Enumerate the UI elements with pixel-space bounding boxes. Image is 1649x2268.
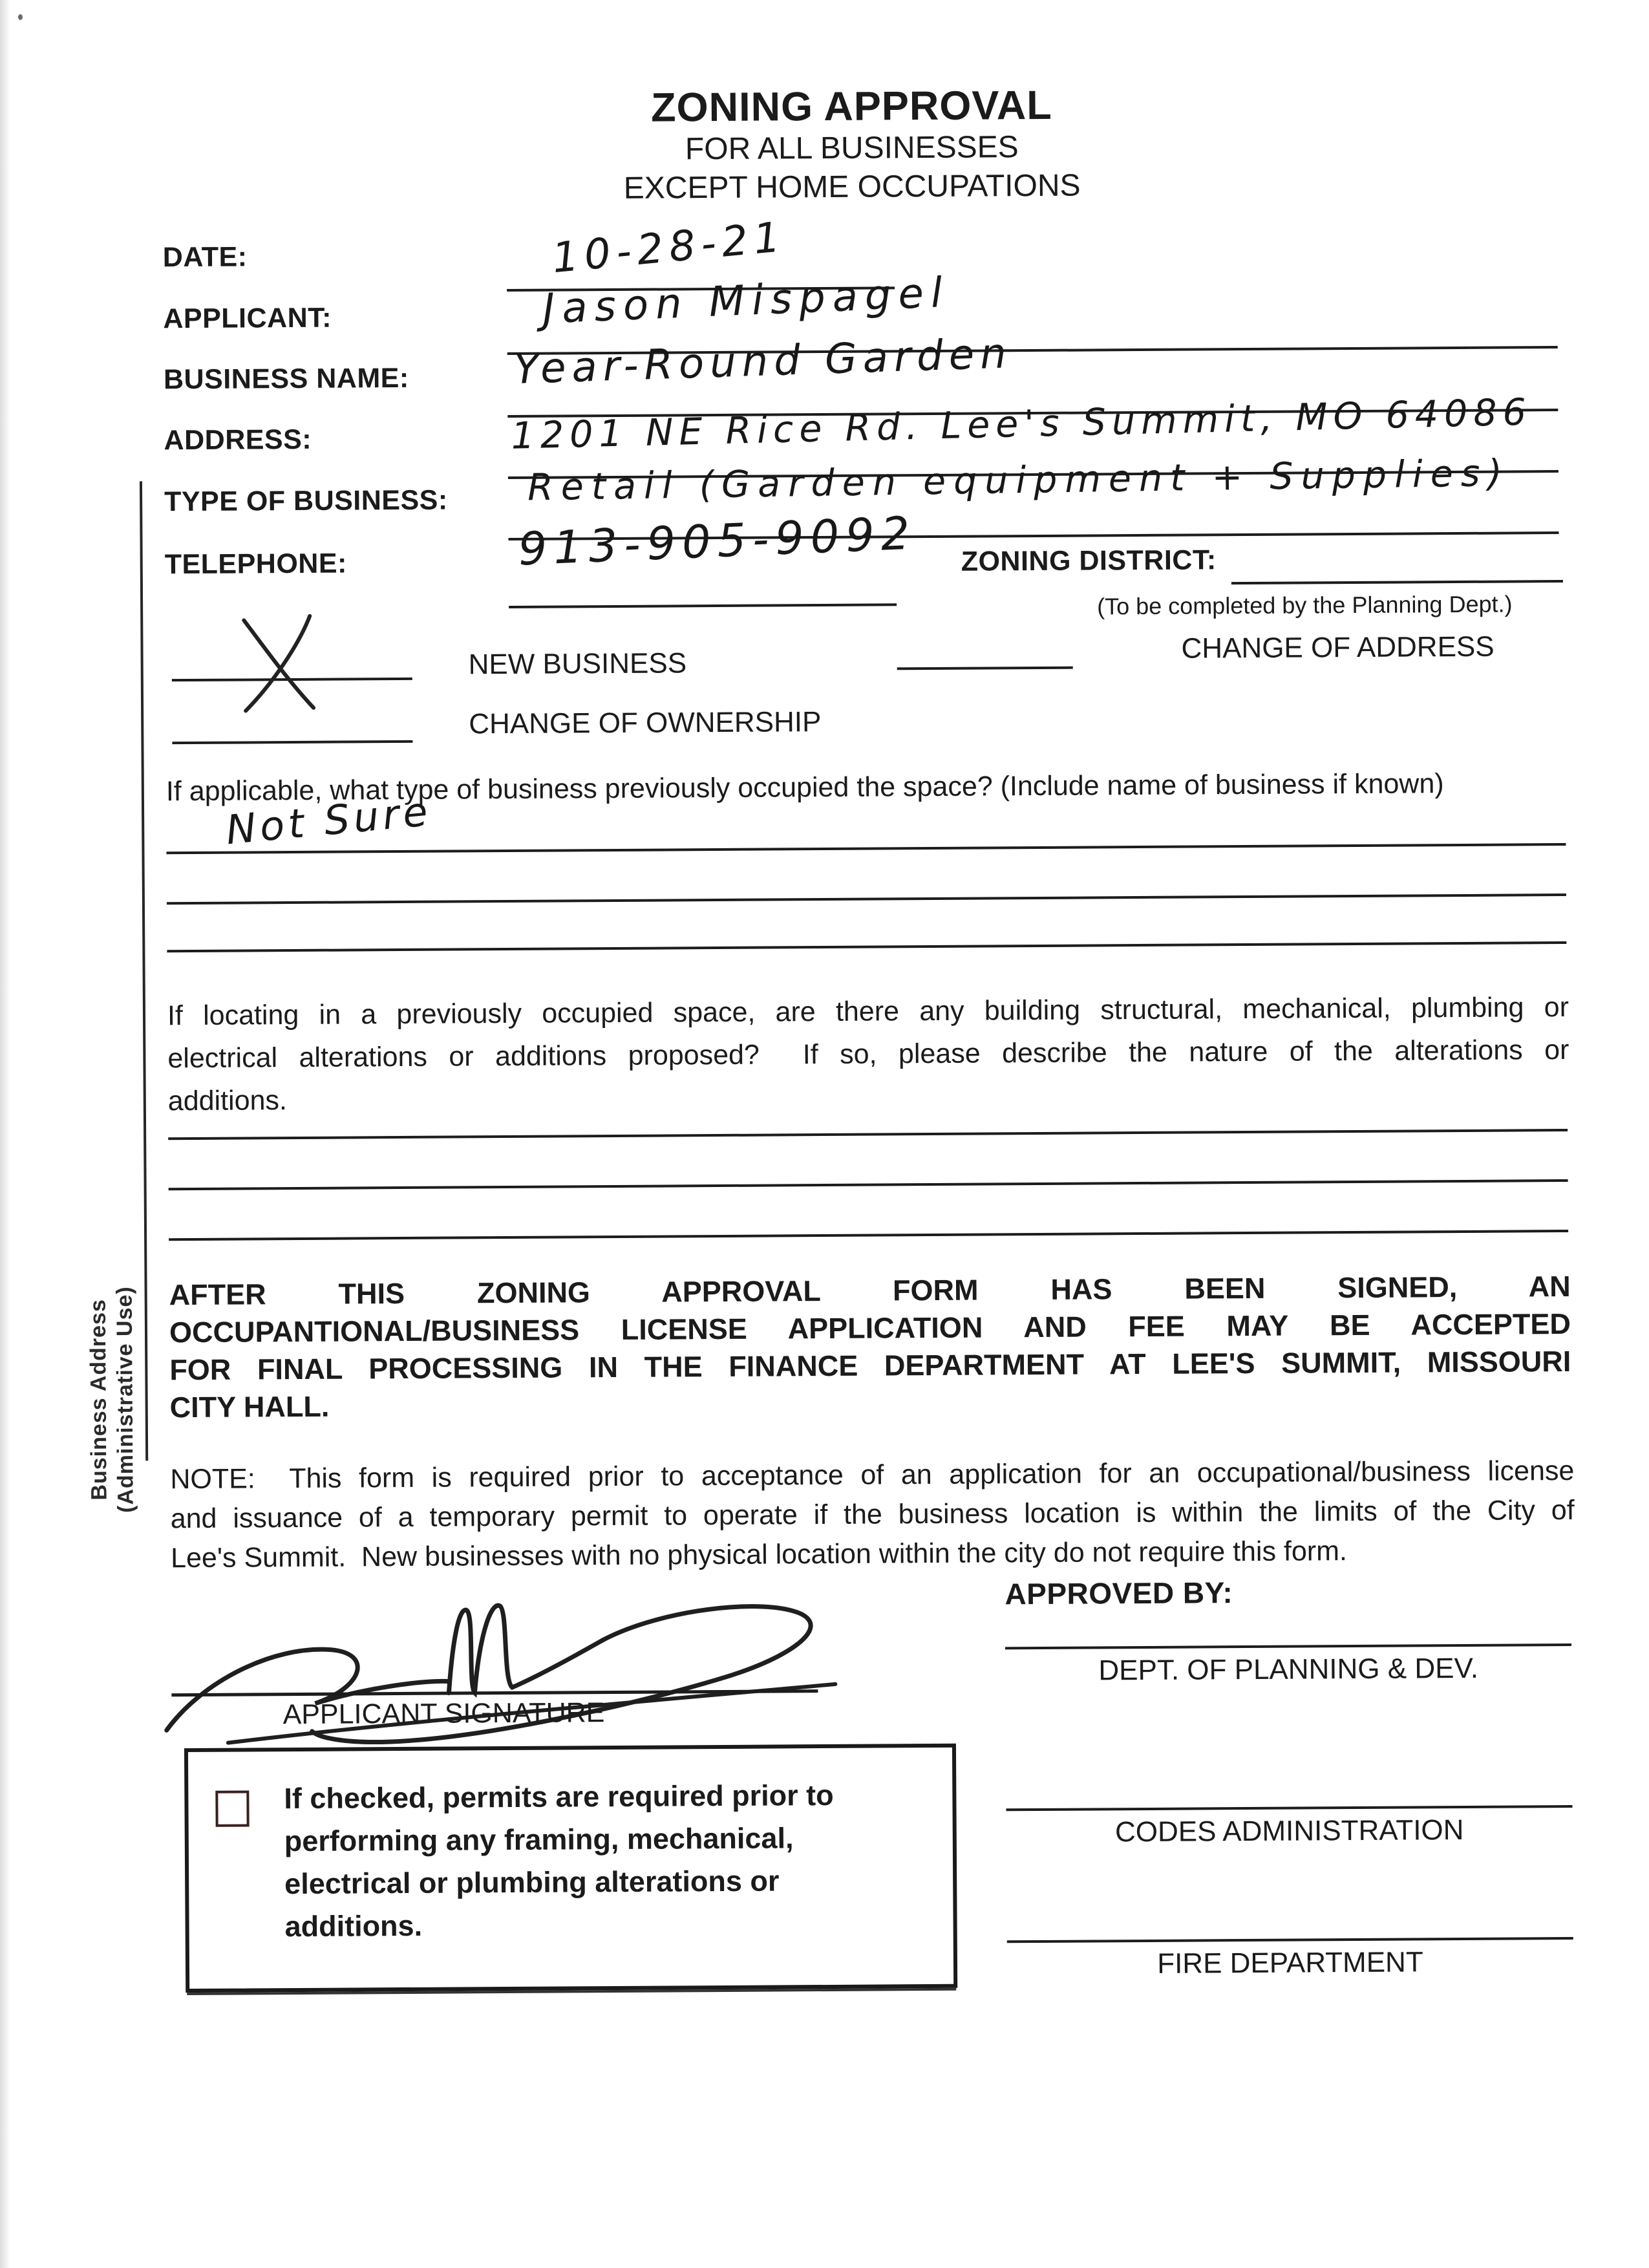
alterations-line-3 bbox=[169, 1230, 1568, 1241]
alterations-line-1 bbox=[168, 1129, 1568, 1140]
note-paragraph bbox=[170, 1451, 1575, 1578]
answer-line-2 bbox=[167, 893, 1566, 904]
permits-required-text bbox=[284, 1773, 931, 1948]
change-of-address-label: CHANGE OF ADDRESS bbox=[1181, 630, 1495, 665]
zoning-district-line bbox=[1231, 580, 1563, 584]
type-of-business-handwritten-value: Retail (Garden equipment + Supplies) bbox=[527, 451, 1511, 509]
telephone-label: TELEPHONE: bbox=[164, 548, 348, 581]
answer-line-3 bbox=[167, 941, 1566, 952]
telephone-handwritten-value: 913-905-9092 bbox=[517, 506, 917, 576]
signed-notice-line-3: FOR FINAL PROCESSING IN THE FINANCE DEPARTMENT AT LEE'S SUMMIT, MISSOURI bbox=[169, 1344, 1571, 1387]
applicant-handwritten-value: Jason Mispagel bbox=[542, 268, 950, 334]
fire-dept-line bbox=[1007, 1937, 1573, 1943]
telephone-line bbox=[509, 603, 897, 608]
admin-use-vertical-label-line-2: (Administrative Use) bbox=[112, 1286, 138, 1514]
x-mark bbox=[226, 612, 336, 716]
permits-required-text-line-4: additions. bbox=[284, 1909, 423, 1943]
previous-business-question: If applicable, what type of business previously occupied the space? (Include name of business if known) bbox=[165, 768, 1444, 808]
note-line-3: Lee's Summit. New businesses with no physical location within the city do not require this form. bbox=[170, 1535, 1348, 1574]
date-label: DATE: bbox=[162, 241, 248, 273]
change-of-ownership-label: CHANGE OF OWNERSHIP bbox=[469, 706, 822, 740]
zoning-district-note: (To be completed by the Planning Dept.) bbox=[1097, 590, 1513, 620]
applicant-label: APPLICANT: bbox=[163, 302, 332, 335]
business-name-label: BUSINESS NAME: bbox=[163, 362, 409, 396]
signed-notice-line-1: AFTER THIS ZONING APPROVAL FORM HAS BEEN SIGNED, AN bbox=[169, 1269, 1571, 1312]
admin-use-vertical-label bbox=[85, 1259, 140, 1539]
signed-notice-line-2: OCCUPANTIONAL/BUSINESS LICENSE APPLICATION AND FEE MAY BE ACCEPTED bbox=[169, 1307, 1571, 1349]
answer-line-1 bbox=[166, 843, 1566, 854]
codes-admin-label: CODES ADMINISTRATION bbox=[1114, 1813, 1464, 1848]
form-header bbox=[334, 81, 1369, 210]
address-label: ADDRESS: bbox=[164, 423, 312, 456]
dept-planning-label: DEPT. OF PLANNING & DEV. bbox=[1098, 1652, 1479, 1687]
permits-required-text-line-1: If checked, permits are required prior to bbox=[284, 1778, 834, 1815]
permits-required-text-line-3: electrical or plumbing alterations or bbox=[284, 1864, 780, 1901]
applicant-signature-label: APPLICANT SIGNATURE bbox=[282, 1697, 605, 1731]
date-handwritten-value: 10-28-21 bbox=[550, 213, 788, 283]
change-of-address-line bbox=[897, 667, 1073, 670]
fire-dept-label: FIRE DEPARTMENT bbox=[1157, 1946, 1423, 1980]
change-of-ownership-line bbox=[172, 740, 412, 744]
alterations-question-line-1: If locating in a previously occupied space, are there any building structural, mechanical, plumbing or bbox=[167, 991, 1569, 1032]
previous-business-handwritten-answer: Not Sure bbox=[224, 787, 434, 854]
signed-notice-line-4: CITY HALL. bbox=[169, 1389, 330, 1424]
zoning-district-label: ZONING DISTRICT: bbox=[961, 544, 1217, 577]
alterations-question-line-3: additions. bbox=[167, 1085, 288, 1117]
left-margin-rule bbox=[140, 481, 148, 1460]
alterations-question-line-2: electrical alterations or additions proposed? If so, please describe the nature of the alterations or bbox=[167, 1034, 1569, 1075]
page-subtitle-2: EXCEPT HOME OCCUPATIONS bbox=[623, 168, 1081, 206]
business-name-handwritten-value: Year-Round Garden bbox=[513, 330, 1013, 394]
alterations-question bbox=[167, 986, 1569, 1122]
type-of-business-label: TYPE OF BUSINESS: bbox=[164, 484, 448, 518]
approved-by-heading: APPROVED BY: bbox=[1005, 1576, 1233, 1611]
page-title: ZONING APPROVAL bbox=[650, 82, 1052, 131]
permits-required-box bbox=[184, 1744, 957, 1993]
new-business-label: NEW BUSINESS bbox=[468, 647, 687, 681]
note-line-1: NOTE: This form is required prior to acceptance of an application for an occupational/business license bbox=[170, 1455, 1575, 1495]
alterations-line-2 bbox=[169, 1179, 1568, 1190]
page-subtitle-1: FOR ALL BUSINESSES bbox=[685, 130, 1019, 167]
address-handwritten-value: 1201 NE Rice Rd. Lee's Summit, MO 64086 bbox=[510, 390, 1533, 458]
codes-admin-line bbox=[1006, 1805, 1573, 1811]
permits-required-text-line-2: performing any framing, mechanical, bbox=[284, 1821, 794, 1858]
admin-use-vertical-label-line-1: Business Address bbox=[85, 1299, 112, 1501]
dept-planning-line bbox=[1005, 1643, 1571, 1649]
note-line-2: and issuance of a temporary permit to operate if the business location is within the limits of the City of bbox=[170, 1494, 1575, 1535]
signed-notice bbox=[169, 1268, 1571, 1426]
permits-required-checkbox bbox=[215, 1790, 249, 1826]
